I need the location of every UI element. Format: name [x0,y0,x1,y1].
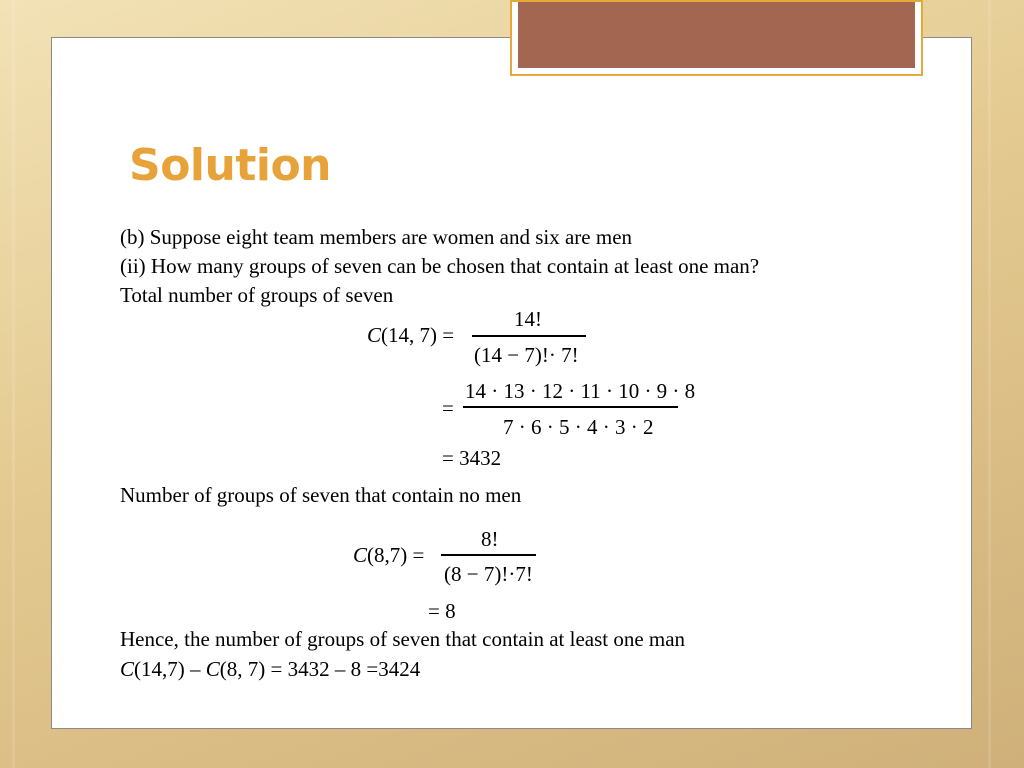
eq1-denominator: (14 − 7)!· 7! [474,343,579,367]
no-men-line: Number of groups of seven that contain no men [120,483,522,507]
eq4-lhs [353,543,424,567]
final-c2: C [205,657,220,681]
slide-title: Solution [129,140,331,191]
eq2-equals: = [442,396,454,420]
eq1-args: (14, 7) = [381,323,455,347]
final-a2: (8, 7) = 3432 – 8 =3424 [219,657,421,681]
eq1-fraction-bar [472,335,586,337]
eq4-fraction-bar [441,554,536,556]
header-accent-fill [518,2,915,68]
hence-line: Hence, the number of groups of seven that contain at least one man [120,627,686,651]
problem-line-ii: (ii) How many groups of seven can be chosen that contain at least one man? [120,254,760,278]
eq3-result: = 3432 [442,446,502,470]
final-c1: C [120,657,135,681]
eq2-fraction-bar [463,406,678,408]
eq1-function: C [367,323,382,347]
header-accent-tab [510,0,923,76]
eq5-result: = 8 [428,599,456,623]
eq1-numerator: 14! [514,307,542,331]
final-answer-line [120,657,420,681]
eq4-args: (8,7) = [367,543,425,567]
eq2-numerator: 14 · 13 · 12 · 11 · 10 · 9 · 8 [465,379,696,403]
eq2-denominator: 7 · 6 · 5 · 4 · 3 · 2 [503,415,654,439]
problem-line-b: (b) Suppose eight team members are women and six are men [120,225,633,249]
eq4-numerator: 8! [481,527,499,551]
eq4-denominator: (8 − 7)!·7! [444,562,533,586]
eq4-function: C [353,543,368,567]
final-a1: (14,7) – [134,657,206,681]
total-groups-line: Total number of groups of seven [120,283,394,307]
eq1-lhs [367,323,454,347]
background-streak [12,0,15,768]
background-streak [988,0,991,768]
